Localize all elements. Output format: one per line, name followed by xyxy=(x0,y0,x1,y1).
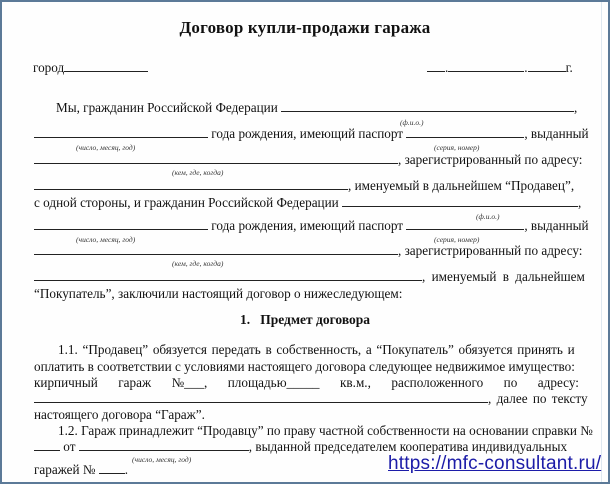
buyer-passport-issuer-field[interactable] xyxy=(34,243,398,255)
buyer-passport-field[interactable] xyxy=(406,218,524,230)
buyer-birth-row xyxy=(34,218,589,234)
intro-text: Мы, гражданин Российской Федерации xyxy=(56,100,278,115)
seller-birthdate-field[interactable] xyxy=(34,126,208,138)
city-label: город xyxy=(33,60,65,75)
further-text: , далее по тексту xyxy=(488,391,588,406)
birth-text: года рождения, имеющий паспорт xyxy=(211,126,404,141)
period: . xyxy=(124,462,129,477)
buyer-birthdate-field[interactable] xyxy=(34,218,208,230)
clause-1-1-line-2: оплатить в соответствии с условиями настоящего договора следующее недвижимое имущество: xyxy=(34,359,575,374)
clause-1-1-line-1: 1.1. “Продавец” обязуется передать в собственность, а “Покупатель” обязуется принять и xyxy=(58,342,575,357)
clause-1-2-line-1: 1.2. Гараж принадлежит “Продавцу” по праву частной собственности на основании справки № xyxy=(58,423,593,438)
certificate-number-field[interactable] xyxy=(34,439,60,451)
garage-address-field[interactable] xyxy=(34,391,488,403)
issued-by-text: , выданной председателем кооператива индивидуальных xyxy=(248,439,568,454)
seller-named-text: , именуемый в дальнейшем “Продавец”, xyxy=(348,178,575,193)
word: кирпичный xyxy=(34,375,98,390)
hint-certificate-date: (число, месяц, год) xyxy=(132,455,192,464)
seller-address-field[interactable] xyxy=(34,178,348,190)
hint-passport: (серия, номер) xyxy=(434,143,480,152)
hint-date: (число, месяц, год) xyxy=(76,143,136,152)
date-day-field[interactable] xyxy=(427,60,445,72)
issued-text: , выданный xyxy=(524,218,589,233)
buyer-name-field[interactable] xyxy=(342,195,578,207)
word: расположенного xyxy=(391,375,484,390)
intro-line-1: Мы, гражданин Российской Федерации , xyxy=(56,100,578,115)
from-text: от xyxy=(63,439,76,454)
garage-number-field[interactable]: №___, xyxy=(171,375,208,390)
city-field[interactable] xyxy=(64,60,148,72)
source-link[interactable]: https://mfc-consultant.ru/ xyxy=(388,453,602,474)
word: гараж xyxy=(118,375,152,390)
date-row: . . г. xyxy=(427,60,573,76)
clause-1-1-line-3 xyxy=(34,375,579,391)
buyer-address-row xyxy=(34,269,585,285)
seller-issuer-row xyxy=(34,152,582,168)
cooperative-number-field[interactable] xyxy=(99,462,125,474)
hint-fio: (ф.и.о.) xyxy=(400,118,424,127)
document-title: Договор купли-продажи гаража xyxy=(179,18,431,37)
hint-date-buyer: (число, месяц, год) xyxy=(76,235,136,244)
buyer-issuer-row xyxy=(34,243,582,259)
garage-area-field[interactable]: площадью_____ xyxy=(227,375,320,390)
date-month-field[interactable] xyxy=(448,60,524,72)
section-1-heading: 1. Предмет договора xyxy=(239,312,371,327)
seller-address-row xyxy=(34,178,574,194)
seller-name-field[interactable] xyxy=(281,100,574,112)
hint-issuer: (кем, где, когда) xyxy=(172,168,224,177)
word: кв.м., xyxy=(340,375,371,390)
hint-passport-buyer: (серия, номер) xyxy=(434,235,480,244)
buyer-intro-row: с одной стороны, и гражданин Российской Федерации , xyxy=(34,195,582,210)
frame-inner-edge xyxy=(601,2,602,482)
date-suffix: г. xyxy=(565,60,573,75)
buyer-named-text: , именуемый в дальнейшем xyxy=(422,269,585,284)
seller-passport-issuer-field[interactable] xyxy=(34,152,398,164)
clause-1-1-line-5: настоящего договора “Гараж”. xyxy=(34,407,205,422)
word: по xyxy=(503,375,518,390)
birth-text: года рождения, имеющий паспорт xyxy=(211,218,404,233)
buyer-concluded-text: “Покупатель”, заключили настоящий договор о нижеследующем: xyxy=(34,286,403,301)
seller-passport-field[interactable] xyxy=(406,126,524,138)
buyer-address-field[interactable] xyxy=(34,269,422,281)
word: адресу: xyxy=(537,375,579,390)
issued-text: , выданный xyxy=(524,126,589,141)
hint-issuer-buyer: (кем, где, когда) xyxy=(172,259,224,268)
hint-fio-buyer: (ф.и.о.) xyxy=(476,212,500,221)
seller-birth-row xyxy=(34,126,589,142)
city-row xyxy=(33,60,148,76)
other-side-text: с одной стороны, и гражданин Российской Федерации xyxy=(34,195,339,210)
registered-text: , зарегистрированный по адресу: xyxy=(398,243,583,258)
clause-1-1-line-4 xyxy=(34,391,588,407)
clause-1-2-line-3 xyxy=(34,462,128,478)
registered-text: , зарегистрированный по адресу: xyxy=(398,152,583,167)
garages-text: гаражей № xyxy=(34,462,96,477)
certificate-date-field[interactable] xyxy=(79,439,249,451)
date-year-field[interactable] xyxy=(528,60,566,72)
